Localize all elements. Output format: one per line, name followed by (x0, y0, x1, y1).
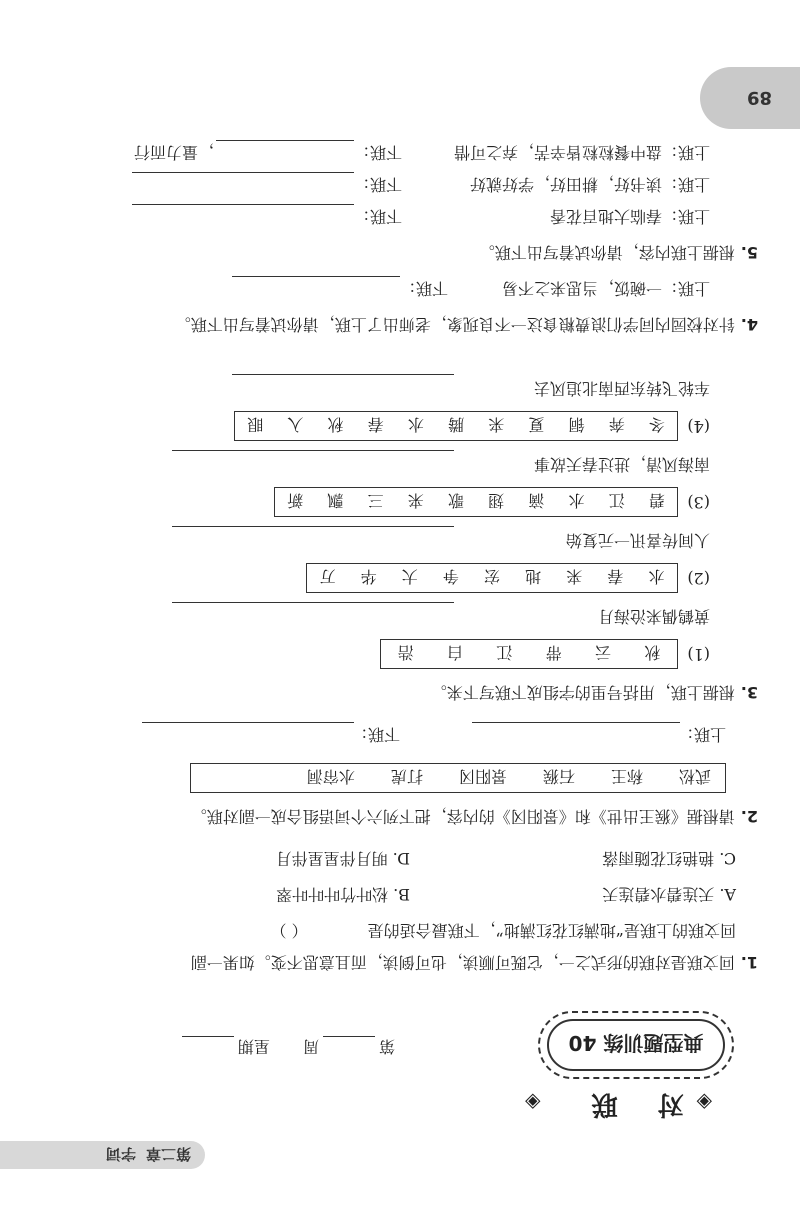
q3-item2-index: (2) (687, 569, 710, 588)
q5-pair1-upper: 上联：春临大地百花香 (549, 207, 710, 226)
q5-pair3-upper: 上联：盘中餐粒粒皆辛苦，弃之可惜 (453, 143, 710, 162)
section-title (523, 1088, 712, 1125)
q5-pair2-upper: 上联：读书好，耕田好，学好就好 (469, 175, 710, 194)
q3-item3-index: (3) (687, 493, 710, 512)
q1-option-c[interactable]: C. 艳艳红花随雨落 (602, 849, 736, 868)
week-number-blank[interactable] (323, 1036, 375, 1051)
q3-item4-upper: 车轮飞转东西南北追风去 (533, 379, 710, 398)
q5-pair2-blank[interactable] (132, 172, 354, 173)
q3-item2-chars: 水 春 来 地 宏 争 大 华 万 (306, 563, 678, 593)
q1-option-a[interactable]: A. 天连碧水碧连天 (602, 885, 736, 904)
q3-item2-upper: 人间传喜讯一元复始 (565, 531, 710, 550)
q1-line2: 回文联的上联是“地满红花红满地”，下联最合适的是（ ） (271, 915, 736, 945)
page-number: 89 (746, 87, 772, 109)
q3-item1-upper: 黄鹤偶来沧海月 (597, 607, 710, 626)
training-title: 典型题训练 40 (547, 1019, 725, 1071)
q4-upper: 上联：一碗饭，当思来之不易 (501, 279, 710, 298)
chapter-tab (0, 1141, 205, 1169)
q2-word-box: 武松 称王 石猴 景阳冈 打虎 水帘洞 (190, 763, 726, 793)
page-number-tab (700, 67, 800, 129)
q1-option-b[interactable]: B. 松叶竹叶叶叶翠 (276, 885, 410, 904)
q5-pair1-blank[interactable] (132, 204, 354, 205)
q4-prompt: 4.针对校园内同学们浪费粮食这一不良现象，老师出了上联，请你试着写出下联。 (174, 315, 758, 334)
chapter-topic: 字词 (105, 1145, 136, 1164)
q5-pair2-lower-label: 下联： (353, 175, 402, 194)
q2-upper-blank[interactable] (472, 722, 680, 723)
q3-prompt: 3.根据上联，用括号里的字组成下联写下来。 (430, 683, 758, 702)
section-title-text: 对联 (551, 1089, 684, 1119)
q4-lower-blank[interactable] (232, 276, 400, 277)
q3-item4-blank[interactable] (232, 374, 454, 375)
q3-item1-blank[interactable] (172, 602, 454, 603)
q1-line1: 1.回文联是对联的形式之一，它既可顺读，也可倒读，而且意思不变。如果一副 (190, 953, 758, 972)
q1-answer-paren[interactable]: （ ） (270, 921, 308, 940)
training-title-box (538, 1011, 734, 1079)
q3-item1-chars: 秋 云 带 江 白 浩 (380, 639, 678, 669)
q3-item2-blank[interactable] (172, 526, 454, 527)
date-line: 第周 星期 (178, 1036, 395, 1059)
q2-lower-label: 下联： (351, 725, 400, 744)
q5-pair3-lower-label: 下联： (353, 143, 402, 162)
diamond-icon: ◈ (694, 1091, 712, 1115)
chapter-name: 第二章 (145, 1145, 191, 1164)
q3-item4-index: (4) (687, 417, 710, 436)
q5-pair3-blank[interactable] (216, 140, 354, 141)
q3-item3-chars: 碧 江 水 滴 翅 歌 来 三 飘 新 (274, 487, 678, 517)
q3-item4-chars: 冬 奔 铜 夏 来 腾 水 春 秋 入 眼 (234, 411, 678, 441)
diamond-icon: ◈ (523, 1091, 541, 1115)
q2-upper-label: 上联： (677, 725, 726, 744)
weekday-blank[interactable] (182, 1036, 234, 1051)
q1-option-d[interactable]: D. 明月伴星星伴月 (275, 849, 410, 868)
q3-item3-upper: 南海风清，进过春天故事 (533, 455, 710, 474)
q3-item3-blank[interactable] (172, 450, 454, 451)
q5-pair3-suffix: ，量力而行 (133, 143, 214, 162)
q5-pair1-lower-label: 下联： (353, 207, 402, 226)
q2-prompt: 2.请根据《猴王出世》和《景阳冈》的内容，把下列六个词语组合成一副对联。 (190, 807, 758, 826)
q4-lower-label: 下联： (399, 279, 448, 298)
q3-item1-index: (1) (687, 645, 710, 664)
q2-lower-blank[interactable] (142, 722, 354, 723)
q5-prompt: 5.根据上联内容，请你试着写出下联。 (478, 243, 758, 262)
